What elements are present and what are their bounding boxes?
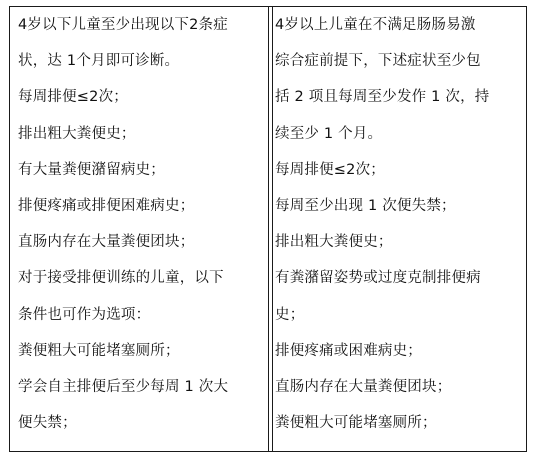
right-line: 4岁以上儿童在不满足肠肠易激 [275, 17, 476, 33]
left-line: 每周排便≤2次； [18, 89, 128, 106]
right-criteria-column [269, 7, 526, 451]
left-line: 4岁以下儿童至少出现以下2条症 [18, 17, 228, 33]
right-line: 排便疼痛或困难病史； [275, 342, 422, 359]
left-line: 排便疼痛或排便困难病史； [18, 197, 195, 214]
right-line: 每周排便≤2次； [275, 161, 385, 178]
left-line: 条件也可作为选项： [18, 306, 151, 323]
right-line: 综合症前提下，下述症状至少包 [275, 53, 481, 70]
left-criteria-column [10, 7, 269, 451]
column-divider [272, 7, 273, 451]
right-line: 每周至少出现 1 次便失禁； [275, 197, 456, 214]
left-line: 直肠内存在大量粪便团块； [18, 234, 195, 251]
left-line: 便失禁； [18, 415, 77, 432]
right-line: 续至少 1 个月。 [275, 125, 383, 142]
right-line: 史； [275, 306, 305, 323]
left-line: 排出粗大粪便史； [18, 125, 136, 142]
left-line: 粪便粗大可能堵塞厕所； [18, 342, 180, 359]
right-line: 直肠内存在大量粪便团块； [275, 378, 452, 395]
left-line: 学会自主排便后至少每周 1 次大 [18, 378, 229, 395]
criteria-table [9, 6, 527, 452]
left-line: 对于接受排便训练的儿童，以下 [18, 270, 224, 287]
right-line: 排出粗大粪便史； [275, 234, 393, 251]
right-line: 粪便粗大可能堵塞厕所； [275, 415, 437, 432]
right-line: 括 2 项且每周至少发作 1 次，持 [275, 89, 490, 106]
left-line: 有大量粪便潴留病史； [18, 161, 165, 178]
left-line: 状，达 1个月即可诊断。 [18, 53, 180, 70]
right-line: 有粪潴留姿势或过度克制排便病 [275, 270, 481, 287]
